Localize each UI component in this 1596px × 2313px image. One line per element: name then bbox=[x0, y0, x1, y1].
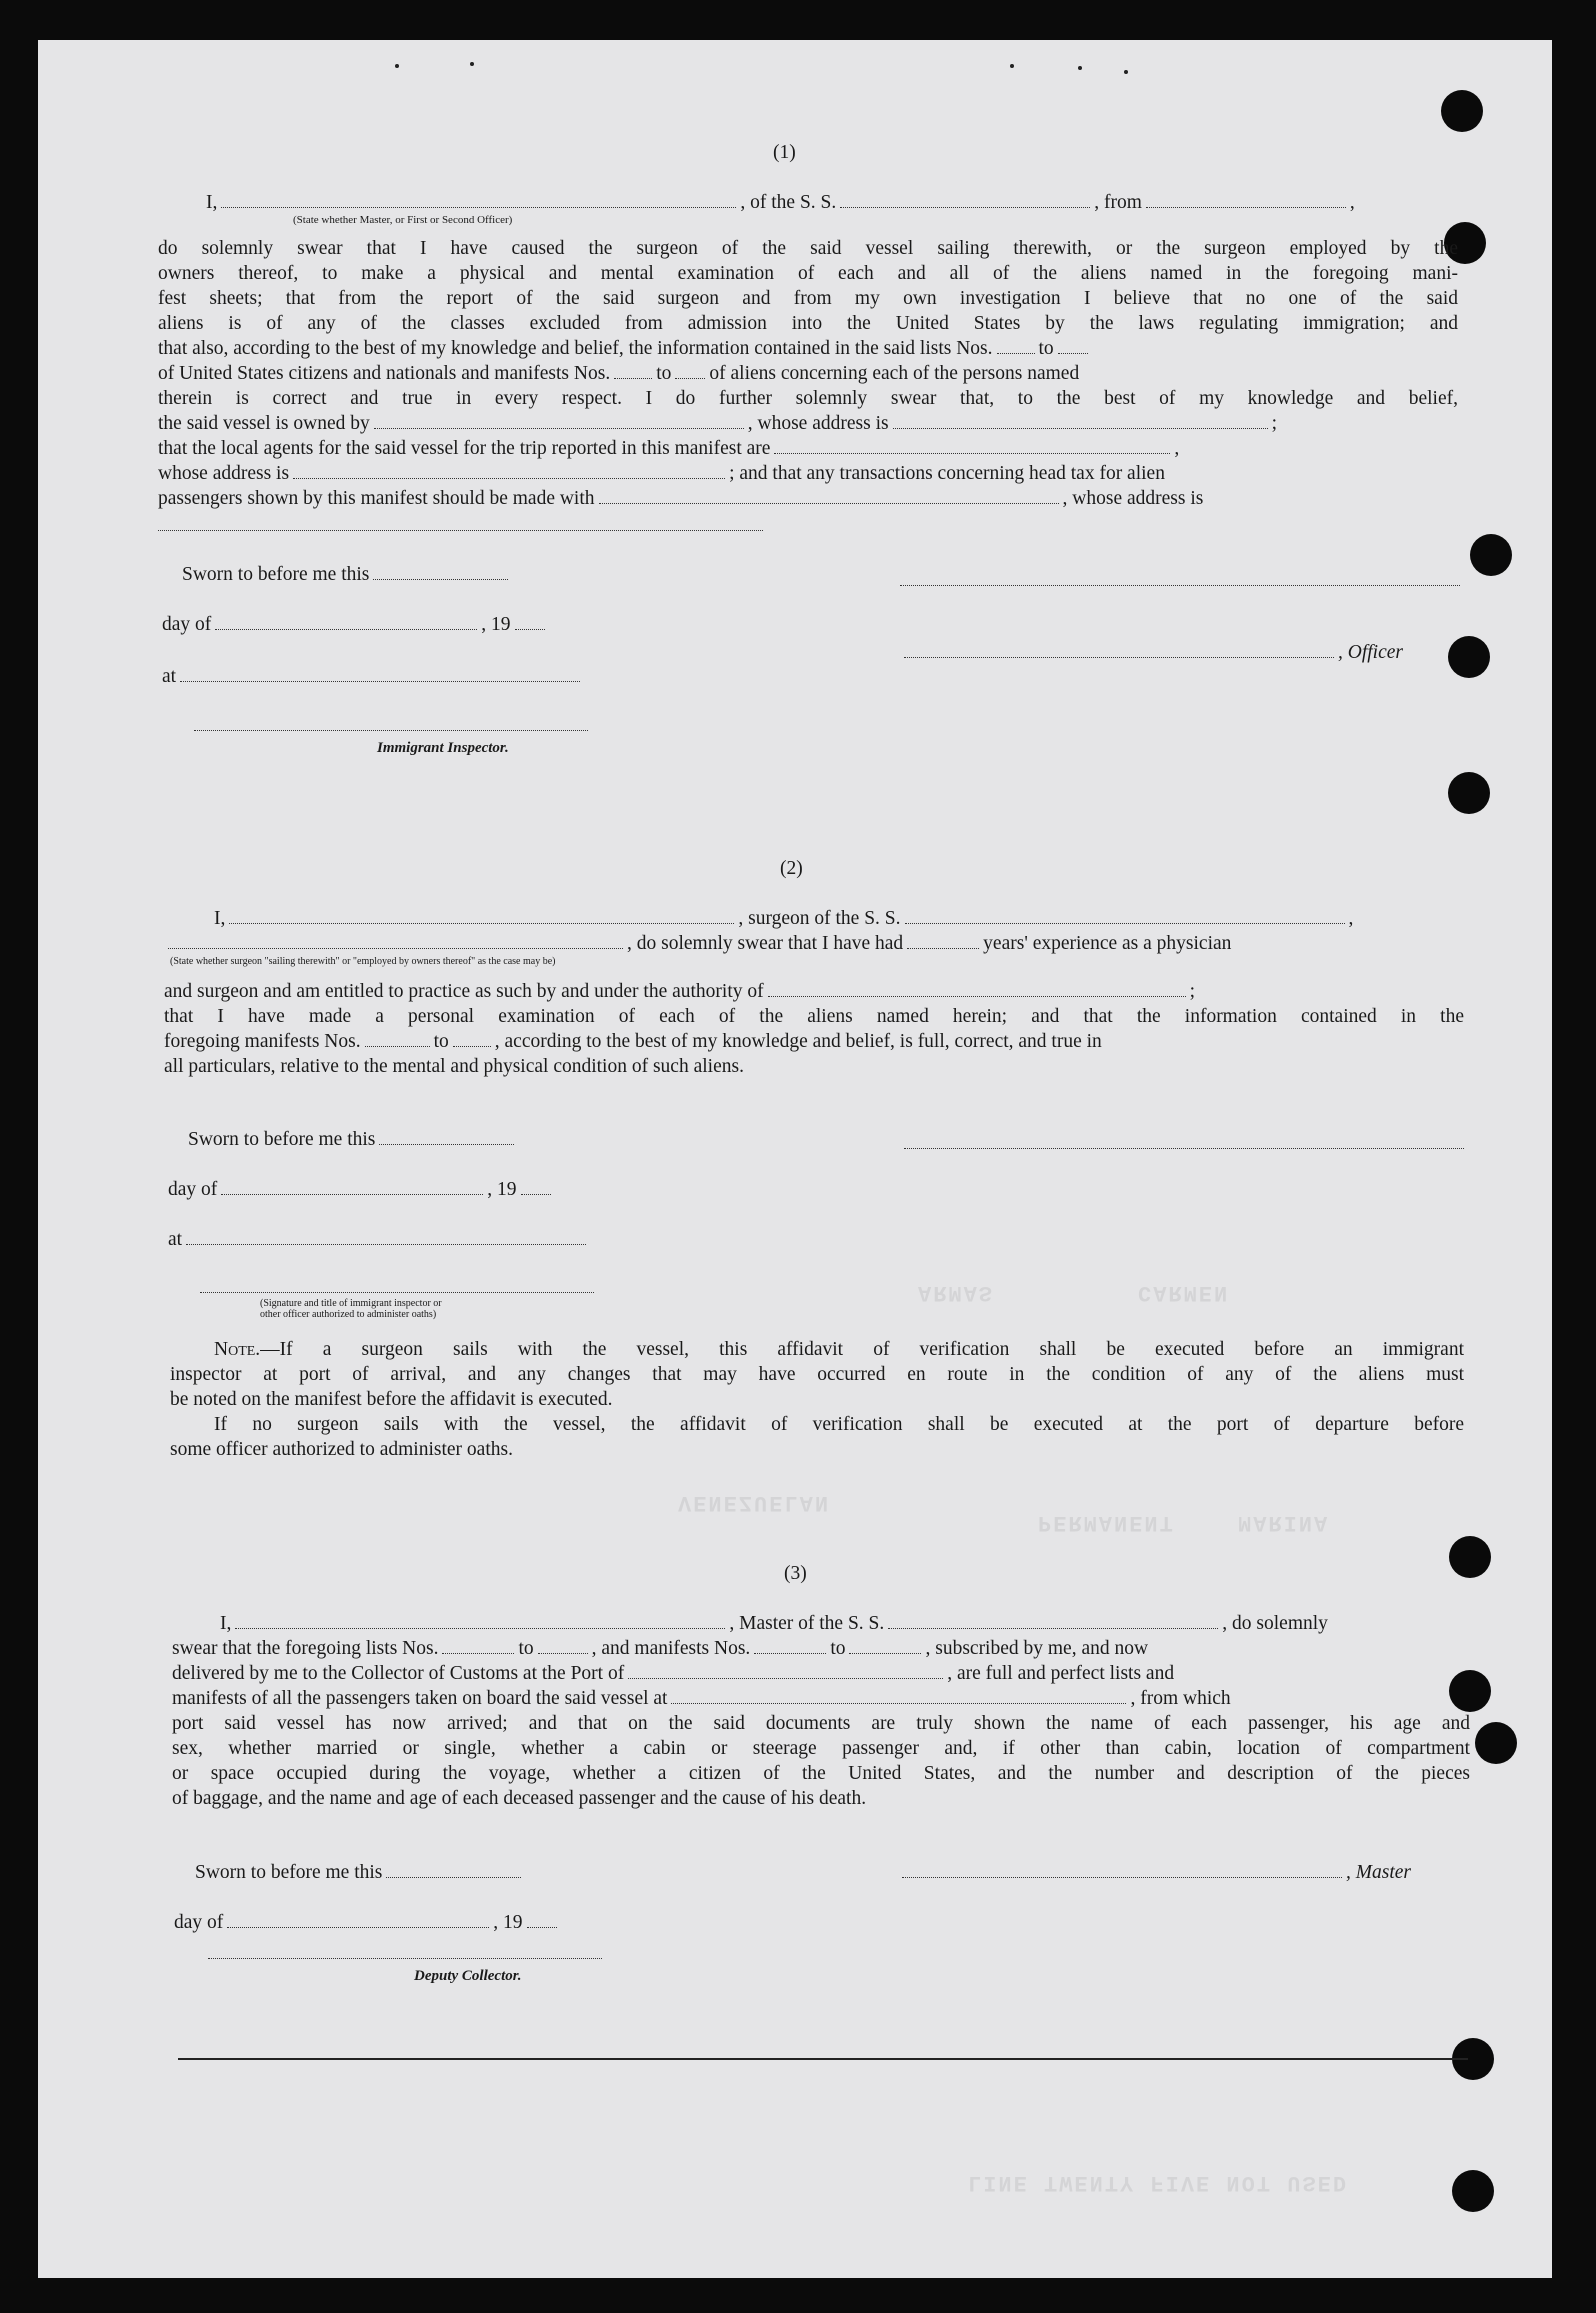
punch-hole bbox=[1475, 1722, 1517, 1764]
bleed-through-text: ARMAS bbox=[918, 1280, 995, 1305]
section-2-number: (2) bbox=[780, 858, 803, 879]
s2-note-line: If no surgeon sails with the vessel, the affidavit of verification shall be executed at the port of departure before bbox=[214, 1414, 1464, 1435]
s3-para-line: or space occupied during the voyage, whether a citizen of the United States, and the number and description of the pieces bbox=[172, 1763, 1470, 1784]
s1-officer-caption: (State whether Master, or First or Second Officer) bbox=[293, 214, 513, 226]
s2-line-6: all particulars, relative to the mental and physical condition of such aliens. bbox=[164, 1056, 744, 1077]
s2-sworn-label: Sworn to before me this bbox=[188, 1127, 518, 1152]
bleed-through-text: CARMEN bbox=[1138, 1280, 1230, 1305]
s3-day-of: day of , 19 bbox=[174, 1910, 561, 1935]
bleed-through-text: MARINA bbox=[1238, 1510, 1330, 1535]
s2-day-of: day of , 19 bbox=[168, 1177, 555, 1202]
manifest-page bbox=[38, 40, 1552, 2278]
s1-line-1: I, , of the S. S. , from , bbox=[206, 192, 1355, 213]
s1-para-line: therein is correct and true in every respect. I do further solemnly swear that, to the best of my knowledge and belief, bbox=[158, 388, 1458, 409]
s2-signature-line bbox=[904, 1148, 1464, 1149]
s1-inspector-caption: Immigrant Inspector. bbox=[377, 740, 509, 756]
s2-line-2: , do solemnly swear that I have had years' experience as a physician bbox=[164, 931, 1231, 956]
s2-note-line: be noted on the manifest before the affidavit is executed. bbox=[170, 1389, 613, 1410]
punch-hole bbox=[1449, 1536, 1491, 1578]
s1-para-line: that the local agents for the said vessel for the trip reported in this manifest are , bbox=[158, 438, 1180, 459]
s3-para-line: port said vessel has now arrived; and that on the said documents are truly shown the name of each passenger, his age and bbox=[172, 1713, 1470, 1734]
section-1-number: (1) bbox=[773, 142, 796, 163]
s1-signature-line bbox=[900, 585, 1460, 586]
section-3-number: (3) bbox=[784, 1563, 807, 1584]
punch-hole bbox=[1470, 534, 1512, 576]
s1-para-line: fest sheets; that from the report of the said surgeon and from my own investigation I believe that no one of the said bbox=[158, 288, 1458, 309]
s1-para-line: do solemnly swear that I have caused the surgeon of the said vessel sailing therewith, or the surgeon employed by the bbox=[158, 238, 1458, 259]
punch-hole bbox=[1441, 90, 1483, 132]
s1-sworn-label: Sworn to before me this bbox=[182, 562, 512, 587]
s1-para-line: passengers shown by this manifest should be made with , whose address is bbox=[158, 488, 1204, 509]
s2-signature-caption: (Signature and title of immigrant inspector or other officer authorized to administer oaths) bbox=[260, 1298, 442, 1320]
s1-inspector-line bbox=[194, 730, 588, 731]
s2-note-line: inspector at port of arrival, and any changes that may have occurred en route in the condition of any of the aliens must bbox=[170, 1364, 1464, 1385]
s2-line-3: and surgeon and am entitled to practice as such by and under the authority of ; bbox=[164, 981, 1196, 1002]
speck bbox=[395, 64, 399, 68]
s2-line-5: foregoing manifests Nos. to , according to the best of my knowledge and belief, is full, correct, and true in bbox=[164, 1031, 1102, 1052]
s2-note-line: Note.—If a surgeon sails with the vessel, this affidavit of verification shall be executed before an immigrant bbox=[214, 1339, 1464, 1360]
punch-hole bbox=[1452, 2170, 1494, 2212]
s3-collector-line bbox=[208, 1958, 602, 1959]
s2-line-1: I, , surgeon of the S. S. , bbox=[214, 908, 1354, 929]
bottom-rule bbox=[178, 2058, 1468, 2060]
s3-line-4: manifests of all the passengers taken on board the said vessel at , from which bbox=[172, 1688, 1231, 1709]
bleed-through-text: VENEZUELAN bbox=[678, 1490, 831, 1515]
s1-para-line: whose address is ; and that any transactions concerning head tax for alien bbox=[158, 463, 1165, 484]
s2-signature-line-inspector bbox=[200, 1292, 594, 1293]
s2-at: at bbox=[168, 1227, 590, 1252]
speck bbox=[1010, 64, 1014, 68]
s3-collector-caption: Deputy Collector. bbox=[414, 1968, 522, 1984]
s3-para-line: sex, whether married or single, whether a cabin or steerage passenger and, if other than cabin, location of compartment bbox=[172, 1738, 1470, 1759]
s1-para-line: that also, according to the best of my knowledge and belief, the information contained in the said lists Nos. to bbox=[158, 336, 1092, 361]
s3-para-line: of baggage, and the name and age of each deceased passenger and the cause of his death. bbox=[172, 1788, 867, 1809]
speck bbox=[1124, 70, 1128, 74]
punch-hole bbox=[1448, 772, 1490, 814]
s1-para-line: aliens is of any of the classes excluded from admission into the United States by the laws regulating immigration; and bbox=[158, 313, 1458, 334]
s3-master-line: , Master bbox=[898, 1860, 1411, 1885]
punch-hole bbox=[1448, 636, 1490, 678]
speck bbox=[470, 62, 474, 66]
s1-address-line bbox=[158, 530, 763, 531]
bleed-through-text: LINE TWENTY FIVE NOT USED bbox=[968, 2170, 1349, 2195]
s2-line-4: that I have made a personal examination of each of the aliens named herein; and that the information contained in the bbox=[164, 1006, 1464, 1027]
speck bbox=[1078, 66, 1082, 70]
s1-officer-line: , Officer bbox=[900, 640, 1403, 665]
s1-day-of: day of , 19 bbox=[162, 612, 549, 637]
s3-line-1: I, , Master of the S. S. , do solemnly bbox=[220, 1613, 1328, 1634]
s1-para-line: owners thereof, to make a physical and mental examination of each and all of the aliens named in the foregoing mani- bbox=[158, 263, 1458, 284]
s3-sworn-label: Sworn to before me this bbox=[195, 1860, 525, 1885]
s3-line-3: delivered by me to the Collector of Customs at the Port of , are full and perfect lists and bbox=[172, 1663, 1175, 1684]
s3-line-2: swear that the foregoing lists Nos. to , and manifests Nos. to , subscribed by me, and now bbox=[172, 1638, 1149, 1659]
s1-at: at bbox=[162, 664, 584, 689]
s1-para-line: of United States citizens and nationals and manifests Nos. to of aliens concerning each of the persons named bbox=[158, 363, 1080, 384]
s1-para-line: the said vessel is owned by , whose address is ; bbox=[158, 413, 1278, 434]
s2-surgeon-caption: (State whether surgeon "sailing therewith" or "employed by owners thereof" as the case may be) bbox=[170, 956, 556, 967]
s2-note-line: some officer authorized to administer oaths. bbox=[170, 1439, 513, 1460]
punch-hole bbox=[1449, 1670, 1491, 1712]
bleed-through-text: PERMANENT bbox=[1038, 1510, 1175, 1535]
